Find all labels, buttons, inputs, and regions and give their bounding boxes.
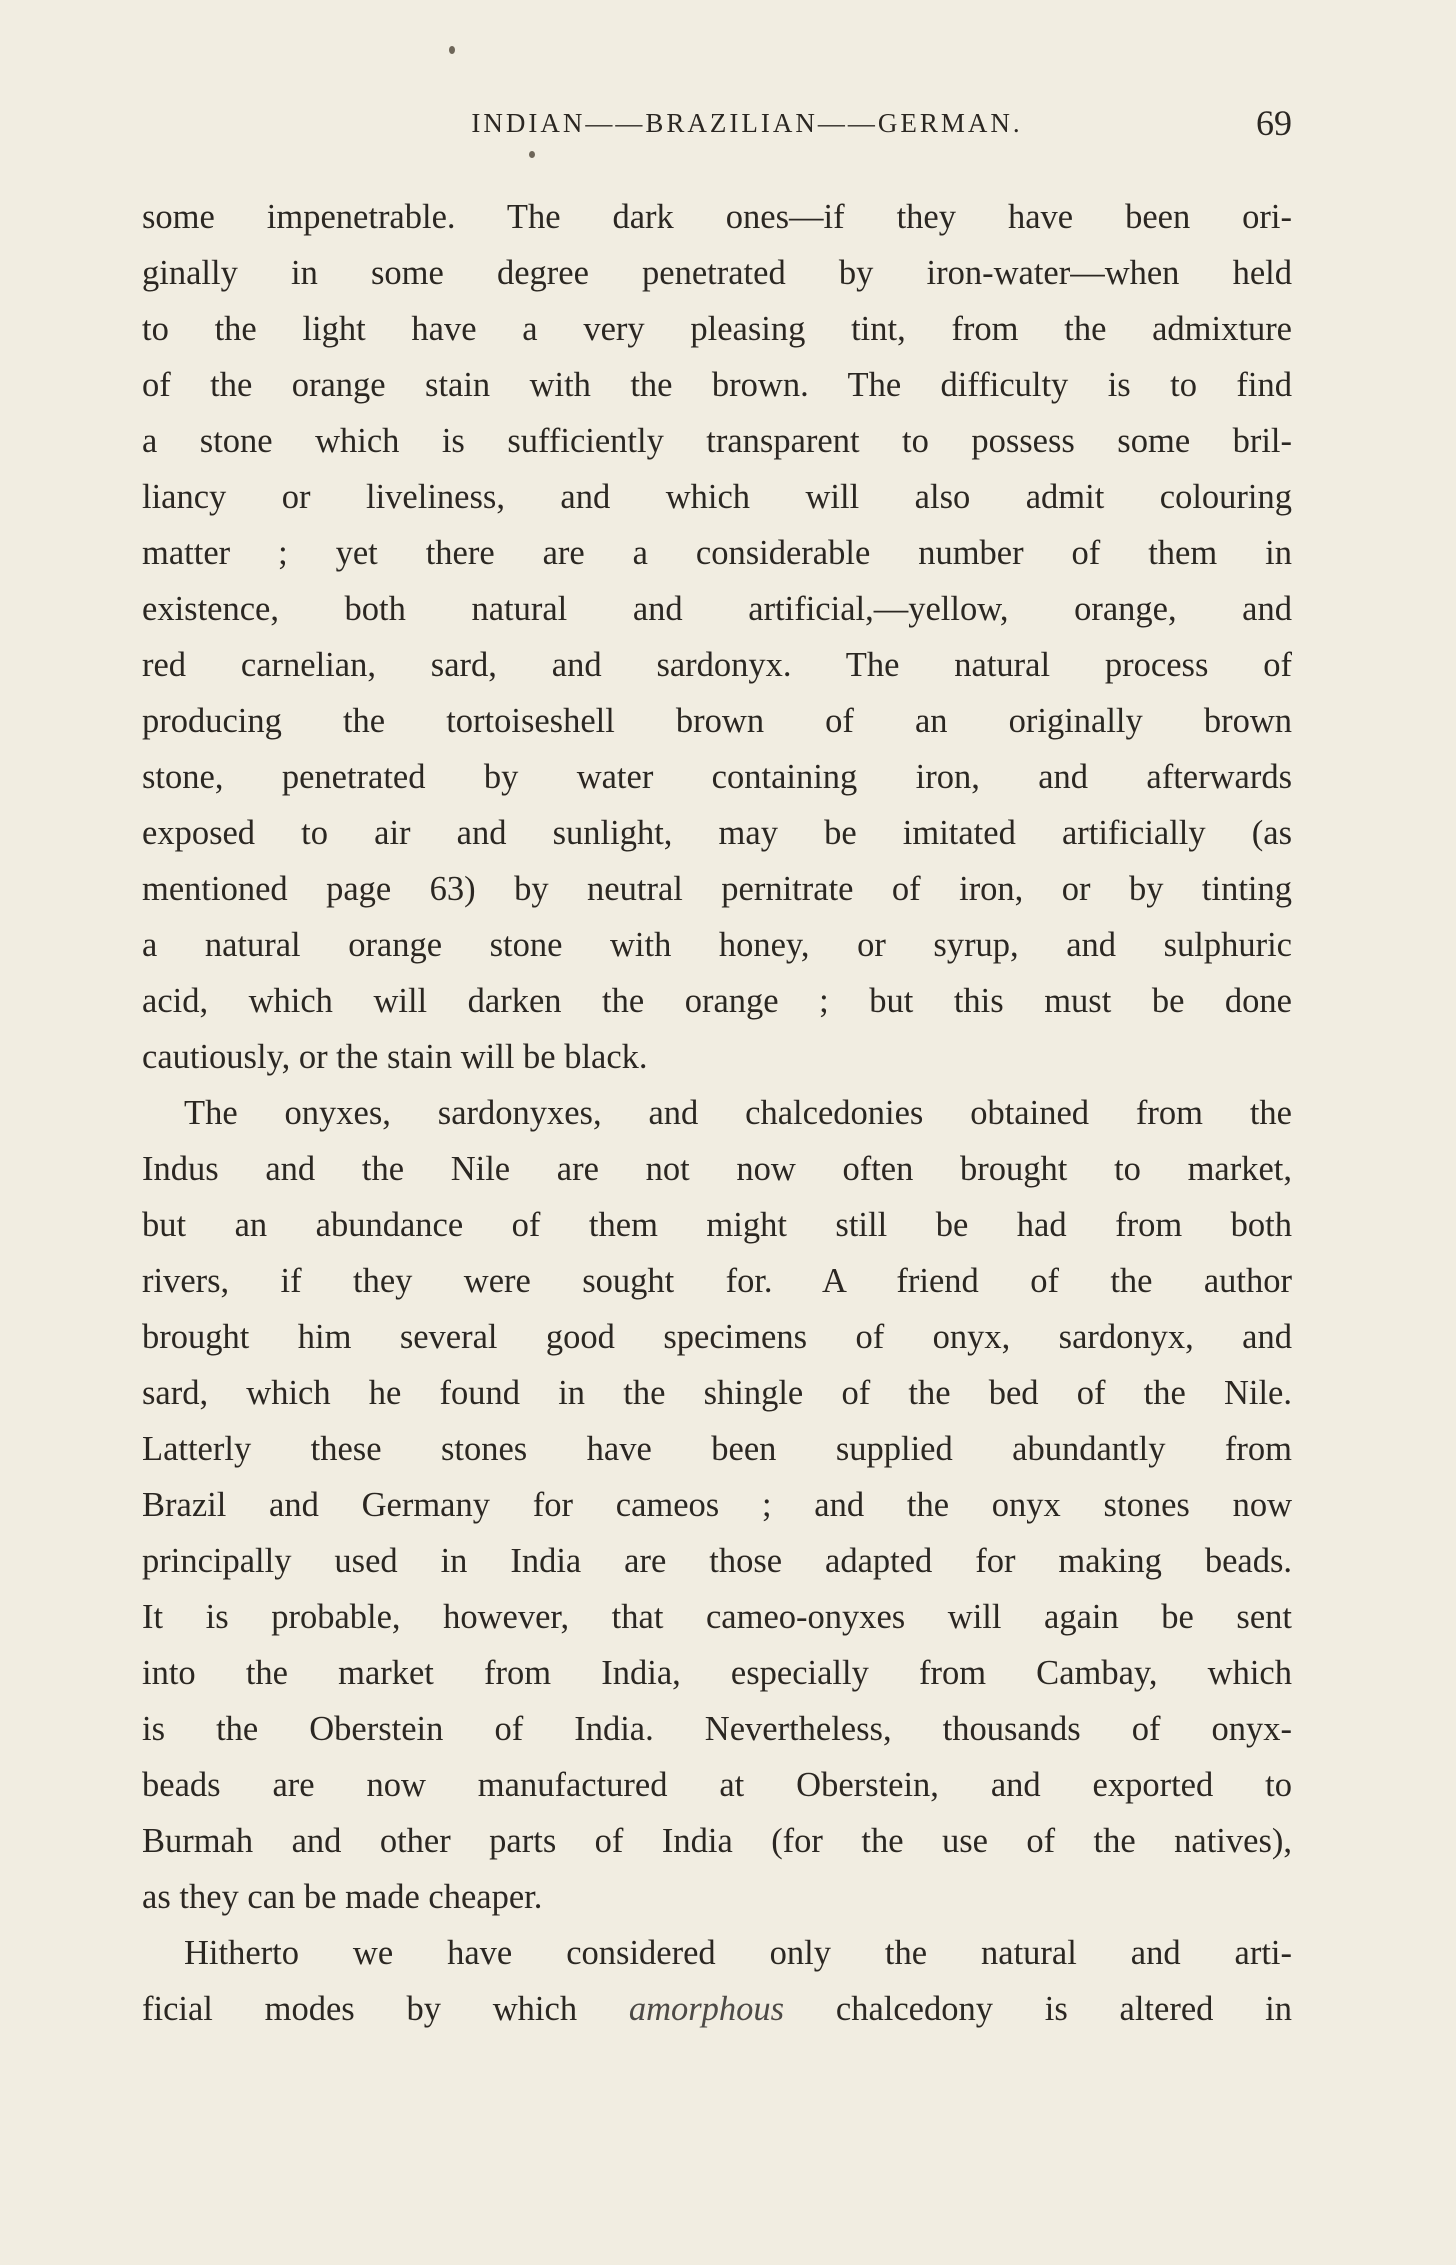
text-fragment: chalcedony is altered in	[784, 1990, 1292, 2028]
text-line: The onyxes, sardonyxes, and chalcedonies obtained from the	[184, 1094, 1292, 1132]
running-title: INDIAN——BRAZILIAN——GERMAN.	[471, 108, 1023, 138]
text-line: of the orange stain with the brown. The difficulty is to find	[142, 366, 1292, 404]
text-line: sard, which he found in the shingle of the bed of the Nile.	[142, 1374, 1292, 1412]
text-line: as they can be made cheaper.	[142, 1878, 543, 1916]
text-line: to the light have a very pleasing tint, from the admixture	[142, 310, 1292, 348]
text-line: producing the tortoiseshell brown of an originally brown	[142, 702, 1292, 740]
text-line: acid, which will darken the orange ; but this must be done	[142, 982, 1292, 1020]
text-line: some impenetrable. The dark ones—if they have been ori-	[142, 198, 1292, 236]
text-line: existence, both natural and artificial,—yellow, orange, and	[142, 590, 1292, 628]
text-line: brought him several good specimens of onyx, sardonyx, and	[142, 1318, 1292, 1356]
ink-speck	[449, 46, 455, 54]
text-line: stone, penetrated by water containing iron, and afterwards	[142, 758, 1292, 796]
page-number: 69	[1256, 103, 1292, 143]
text-line: red carnelian, sard, and sardonyx. The natural process of	[142, 646, 1292, 684]
ink-speck	[529, 151, 535, 158]
text-line: Indus and the Nile are not now often brought to market,	[142, 1150, 1292, 1188]
text-line: mentioned page 63) by neutral pernitrate of iron, or by tinting	[142, 870, 1292, 908]
italic-term: amorphous	[628, 1990, 785, 2028]
body-text	[142, 189, 1292, 2037]
running-head	[142, 98, 1292, 148]
text-line: cautiously, or the stain will be black.	[142, 1038, 648, 1076]
text-line: Hitherto we have considered only the natural and arti-	[184, 1934, 1292, 1972]
text-line: is the Oberstein of India. Nevertheless, thousands of onyx-	[142, 1710, 1292, 1748]
text-line: matter ; yet there are a considerable number of them in	[142, 534, 1292, 572]
text-fragment: ficial modes by which	[142, 1990, 629, 2028]
text-line: rivers, if they were sought for. A friend of the author	[142, 1262, 1292, 1300]
text-line: Latterly these stones have been supplied abundantly from	[142, 1430, 1292, 1468]
text-line: Burmah and other parts of India (for the use of the natives),	[142, 1822, 1292, 1860]
text-line: a stone which is sufficiently transparent to possess some bril-	[142, 422, 1292, 460]
text-line: but an abundance of them might still be had from both	[142, 1206, 1292, 1244]
text-line: principally used in India are those adapted for making beads.	[142, 1542, 1292, 1580]
text-line: liancy or liveliness, and which will also admit colouring	[142, 478, 1292, 516]
text-line: It is probable, however, that cameo-onyxes will again be sent	[142, 1598, 1292, 1636]
text-line: Brazil and Germany for cameos ; and the onyx stones now	[142, 1486, 1292, 1524]
text-line: beads are now manufactured at Oberstein, and exported to	[142, 1766, 1292, 1804]
text-line: a natural orange stone with honey, or syrup, and sulphuric	[142, 926, 1292, 964]
text-line: ginally in some degree penetrated by iron-water—when held	[142, 254, 1292, 292]
text-line-final	[142, 1981, 1292, 2037]
text-line: into the market from India, especially from Cambay, which	[142, 1654, 1292, 1692]
text-line: exposed to air and sunlight, may be imitated artificially (as	[142, 814, 1292, 852]
